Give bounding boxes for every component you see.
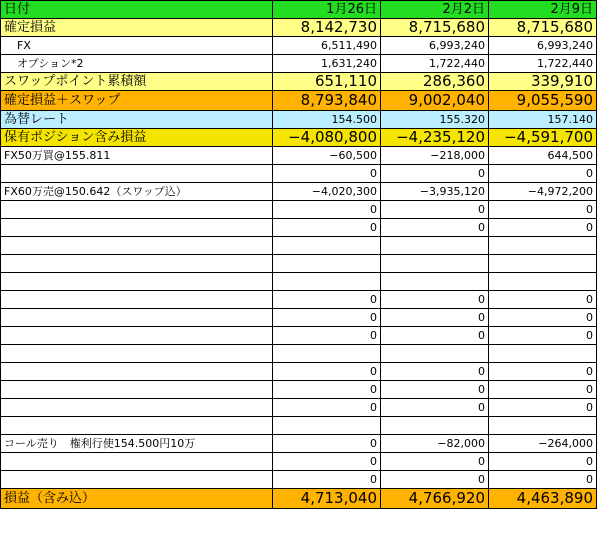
blank-cell <box>381 237 489 255</box>
value-cell: 0 <box>489 219 597 237</box>
value-cell: 9,002,040 <box>381 91 489 111</box>
row-label-empty <box>1 309 273 327</box>
value-cell: 0 <box>273 165 381 183</box>
date-header-cell: 1月26日 <box>273 1 381 19</box>
blank-cell <box>1 255 273 273</box>
value-cell: 0 <box>489 327 597 345</box>
value-cell: 339,910 <box>489 73 597 91</box>
row-label-empty <box>1 327 273 345</box>
value-cell: 0 <box>489 399 597 417</box>
value-cell: 286,360 <box>381 73 489 91</box>
value-cell: −4,020,300 <box>273 183 381 201</box>
value-cell: 8,715,680 <box>489 19 597 37</box>
value-cell: 0 <box>489 201 597 219</box>
row-label-empty <box>1 201 273 219</box>
row-label: 確定損益＋スワップ <box>1 91 273 111</box>
value-cell: 6,993,240 <box>489 37 597 55</box>
value-cell: 0 <box>381 309 489 327</box>
blank-cell <box>489 417 597 435</box>
value-cell: 1,722,440 <box>381 55 489 73</box>
row-label: コール売り 権利行使154.500円10万 <box>1 435 273 453</box>
value-cell: 0 <box>489 381 597 399</box>
value-cell: −4,972,200 <box>489 183 597 201</box>
value-cell: 0 <box>273 327 381 345</box>
value-cell: 8,715,680 <box>381 19 489 37</box>
value-cell: 9,055,590 <box>489 91 597 111</box>
row-zero-d <box>1 291 597 309</box>
row-blank <box>1 417 597 435</box>
row-label: スワップポイント累積額 <box>1 73 273 91</box>
row-blank <box>1 255 597 273</box>
blank-cell <box>1 273 273 291</box>
blank-cell <box>1 237 273 255</box>
row-fx <box>1 37 597 55</box>
blank-cell <box>489 255 597 273</box>
value-cell: 0 <box>381 399 489 417</box>
value-cell: 0 <box>489 363 597 381</box>
blank-cell <box>489 237 597 255</box>
row-label-empty <box>1 453 273 471</box>
value-cell: −4,235,120 <box>381 129 489 147</box>
blank-cell <box>273 237 381 255</box>
value-cell: 8,142,730 <box>273 19 381 37</box>
value-cell: 651,110 <box>273 73 381 91</box>
blank-cell <box>489 273 597 291</box>
row-option <box>1 55 597 73</box>
value-cell: 4,463,890 <box>489 489 597 509</box>
value-cell: −218,000 <box>381 147 489 165</box>
value-cell: −4,591,700 <box>489 129 597 147</box>
value-cell: 0 <box>273 471 381 489</box>
value-cell: 0 <box>381 471 489 489</box>
value-cell: 0 <box>489 453 597 471</box>
row-position-pl <box>1 129 597 147</box>
value-cell: 0 <box>273 435 381 453</box>
date-header-cell: 2月9日 <box>489 1 597 19</box>
row-label-empty <box>1 471 273 489</box>
row-blank <box>1 273 597 291</box>
value-cell: 8,793,840 <box>273 91 381 111</box>
value-cell: −264,000 <box>489 435 597 453</box>
row-label: 損益（含み込） <box>1 489 273 509</box>
row-buy50 <box>1 147 597 165</box>
row-zero-e <box>1 309 597 327</box>
value-cell: 0 <box>273 381 381 399</box>
header-row <box>1 1 597 19</box>
blank-cell <box>381 345 489 363</box>
row-zero-k <box>1 471 597 489</box>
value-cell: 0 <box>381 381 489 399</box>
blank-cell <box>489 345 597 363</box>
value-cell: −3,935,120 <box>381 183 489 201</box>
value-cell: 0 <box>489 291 597 309</box>
row-label: 保有ポジション含み損益 <box>1 129 273 147</box>
blank-cell <box>273 345 381 363</box>
value-cell: 155.320 <box>381 111 489 129</box>
blank-cell <box>1 345 273 363</box>
value-cell: 4,766,920 <box>381 489 489 509</box>
blank-cell <box>1 417 273 435</box>
row-label: 確定損益 <box>1 19 273 37</box>
value-cell: 0 <box>381 165 489 183</box>
value-cell: 0 <box>381 291 489 309</box>
value-cell: 0 <box>489 471 597 489</box>
blank-cell <box>273 255 381 273</box>
row-kakutei <box>1 19 597 37</box>
row-zero-a <box>1 165 597 183</box>
row-label-empty <box>1 363 273 381</box>
value-cell: 0 <box>381 453 489 471</box>
row-total <box>1 489 597 509</box>
row-zero-h <box>1 381 597 399</box>
row-kakutei-swap <box>1 91 597 111</box>
value-cell: 0 <box>381 327 489 345</box>
date-header-cell: 2月2日 <box>381 1 489 19</box>
value-cell: 0 <box>489 165 597 183</box>
value-cell: 6,511,490 <box>273 37 381 55</box>
row-zero-i <box>1 399 597 417</box>
row-zero-f <box>1 327 597 345</box>
row-label: オプション*2 <box>1 55 273 73</box>
row-zero-c <box>1 219 597 237</box>
row-rate <box>1 111 597 129</box>
value-cell: 154.500 <box>273 111 381 129</box>
value-cell: 157.140 <box>489 111 597 129</box>
value-cell: −4,080,800 <box>273 129 381 147</box>
value-cell: −82,000 <box>381 435 489 453</box>
value-cell: 0 <box>273 291 381 309</box>
row-sell60 <box>1 183 597 201</box>
value-cell: 1,631,240 <box>273 55 381 73</box>
value-cell: 0 <box>273 201 381 219</box>
row-label-empty <box>1 219 273 237</box>
value-cell: 1,722,440 <box>489 55 597 73</box>
row-label-empty <box>1 381 273 399</box>
value-cell: 0 <box>381 219 489 237</box>
row-zero-b <box>1 201 597 219</box>
value-cell: 0 <box>273 309 381 327</box>
value-cell: 0 <box>381 201 489 219</box>
row-zero-g <box>1 363 597 381</box>
blank-cell <box>381 273 489 291</box>
blank-cell <box>381 255 489 273</box>
row-swap-total <box>1 73 597 91</box>
value-cell: 0 <box>273 363 381 381</box>
row-zero-j <box>1 453 597 471</box>
row-label: FX50万買@155.811 <box>1 147 273 165</box>
value-cell: 0 <box>273 399 381 417</box>
row-label-empty <box>1 291 273 309</box>
blank-cell <box>381 417 489 435</box>
row-label: FX <box>1 37 273 55</box>
date-header-label: 日付 <box>1 1 273 19</box>
row-label-empty <box>1 399 273 417</box>
row-label: 為替レート <box>1 111 273 129</box>
value-cell: 0 <box>489 309 597 327</box>
row-label-empty <box>1 165 273 183</box>
blank-cell <box>273 417 381 435</box>
row-call <box>1 435 597 453</box>
value-cell: 4,713,040 <box>273 489 381 509</box>
value-cell: 6,993,240 <box>381 37 489 55</box>
value-cell: 0 <box>273 219 381 237</box>
value-cell: 0 <box>381 363 489 381</box>
row-blank <box>1 237 597 255</box>
blank-cell <box>273 273 381 291</box>
row-label: FX60万売@150.642（スワップ込） <box>1 183 273 201</box>
value-cell: −60,500 <box>273 147 381 165</box>
value-cell: 644,500 <box>489 147 597 165</box>
value-cell: 0 <box>273 453 381 471</box>
row-blank <box>1 345 597 363</box>
